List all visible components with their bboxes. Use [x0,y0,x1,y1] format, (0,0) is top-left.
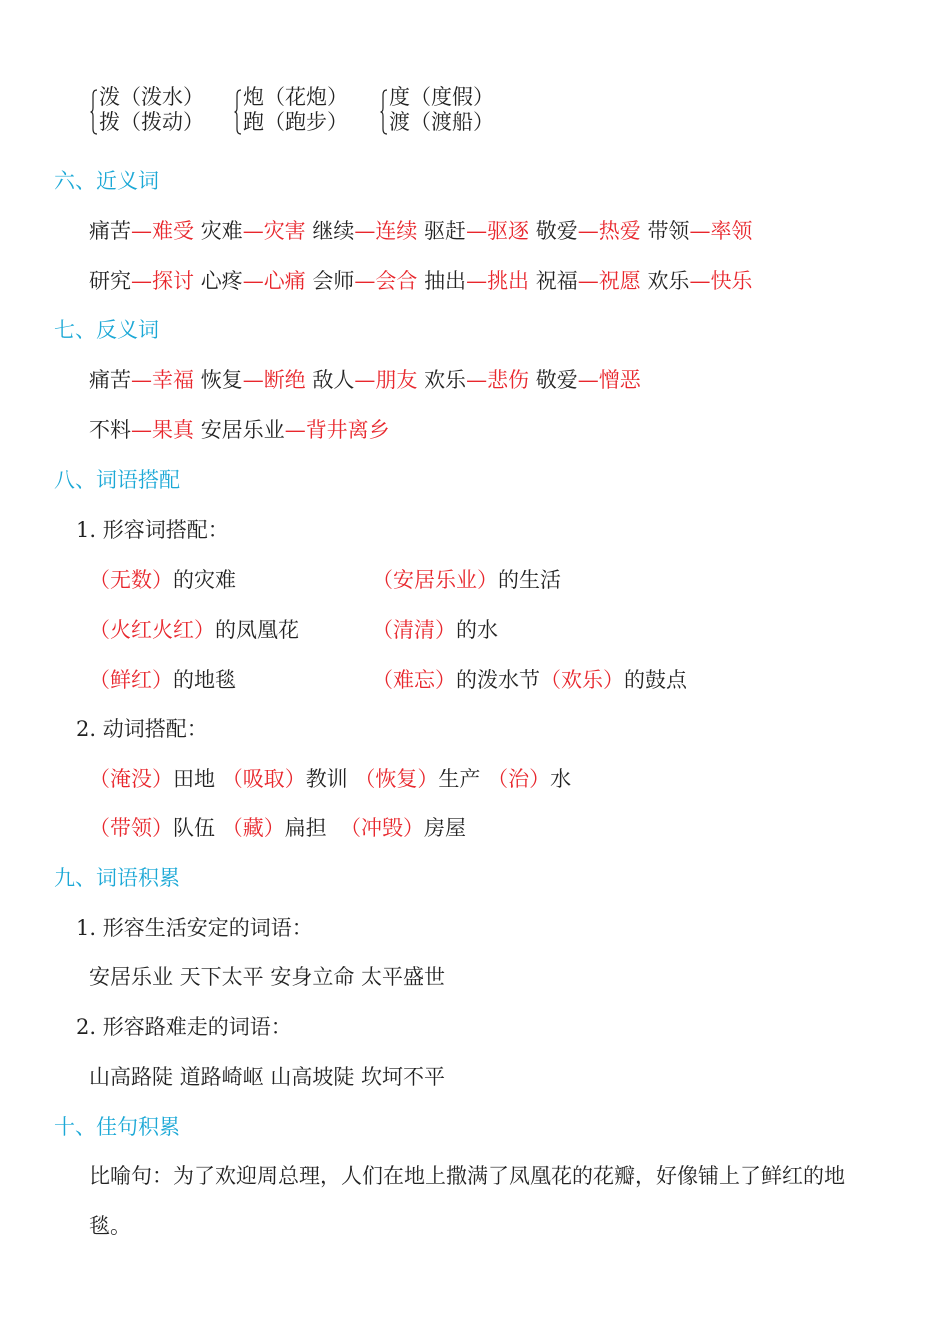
accumulate-words-1: 安居乐业 天下太平 安身立命 太平盛世 [89,965,446,989]
adjective-subtitle: 1. 形容词搭配： [76,518,229,542]
synonym-row-1: 痛苦—难受 灾难—灾害 继续—连续 驱赶—驱逐 敬爱—热爱 带领—率领 [89,219,753,243]
homophone-3-b: 渡（渡船） [389,110,494,134]
homophone-3-a: 度（度假） [389,85,494,109]
homophone-2-b: 跑（跑步） [243,110,348,134]
accumulate-subtitle-2: 2. 形容路难走的词语： [76,1015,292,1039]
adj-collocation-2: （安居乐业）的生活 [372,568,561,592]
verb-collocation-row-1: （淹没）田地 （吸取）教训 （恢复）生产 （治）水 [89,767,572,791]
section-title-sentence: 十、佳句积累 [54,1115,180,1139]
verb-collocation-row-2: （带领）队伍 （藏）扁担 （冲毁）房屋 [89,816,467,840]
section-title-accumulate: 九、词语积累 [54,866,180,890]
adj-collocation-4: （清清）的水 [372,618,498,642]
sentence-line-1: 比喻句：为了欢迎周总理，人们在地上撒满了凤凰花的花瓣，好像铺上了鲜红的地 [89,1164,845,1188]
antonym-row-1: 痛苦—幸福 恢复—断绝 敌人—朋友 欢乐—悲伤 敬爱—憎恶 [89,368,641,392]
accumulate-words-2: 山高路陡 道路崎岖 山高坡陡 坎坷不平 [89,1065,446,1089]
adj-collocation-5: （鲜红）的地毯 [89,668,236,692]
section-title-collocation: 八、词语搭配 [54,468,180,492]
brace-icon [90,89,98,135]
brace-icon [380,89,388,135]
homophone-1-b: 拨（拨动） [99,110,204,134]
section-title-antonyms: 七、反义词 [54,318,159,342]
accumulate-subtitle-1: 1. 形容生活安定的词语： [76,916,313,940]
adj-collocation-3: （火红火红）的凤凰花 [89,618,299,642]
synonym-row-2: 研究—探讨 心疼—心痛 会师—会合 抽出—挑出 祝福—祝愿 欢乐—快乐 [89,269,753,293]
verb-subtitle: 2. 动词搭配： [76,717,208,741]
homophone-2-a: 炮（花炮） [243,85,348,109]
adj-collocation-6: （难忘）的泼水节（欢乐）的鼓点 [372,668,687,692]
adj-collocation-1: （无数）的灾难 [89,568,236,592]
antonym-row-2: 不料—果真 安居乐业—背井离乡 [89,418,390,442]
section-title-synonyms: 六、近义词 [54,169,159,193]
homophone-1-a: 泼（泼水） [99,85,204,109]
brace-icon [234,89,242,135]
sentence-line-2: 毯。 [89,1214,131,1238]
